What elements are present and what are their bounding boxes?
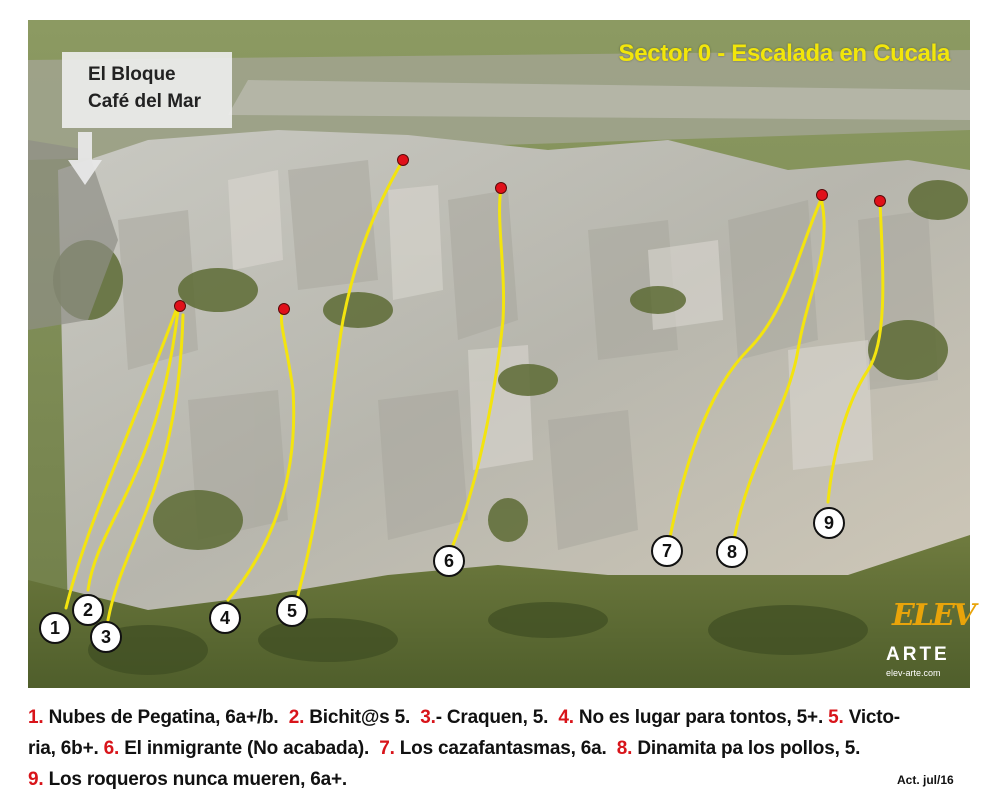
el-bloque-line2: Café del Mar <box>88 91 201 112</box>
route-marker-6: 6 <box>433 545 465 577</box>
anchor-6 <box>496 183 507 194</box>
elev-arte-logo <box>880 598 975 688</box>
el-bloque-line1: El Bloque <box>88 64 176 85</box>
el-bloque-label <box>62 52 232 128</box>
legend-item-2: 2. Bichit@s 5. <box>288 707 411 728</box>
legend-item-4: 4. No es lugar para tontos, 5+. <box>558 707 824 728</box>
anchor-5 <box>398 155 409 166</box>
legend-item-6: 6. El inmigrante (No acabada). <box>103 738 370 759</box>
update-date: Act. jul/16 <box>897 773 954 787</box>
route-legend <box>28 702 978 795</box>
route-marker-2: 2 <box>72 594 104 626</box>
route-marker-5: 5 <box>276 595 308 627</box>
route-marker-7: 7 <box>651 535 683 567</box>
legend-item-3: 3.- Craquen, 5. <box>420 707 549 728</box>
anchor-9 <box>875 196 886 207</box>
anchor-1-3 <box>175 301 186 312</box>
legend-item-1: 1. Nubes de Pegatina, 6a+/b. <box>28 707 279 728</box>
route-marker-8: 8 <box>716 536 748 568</box>
anchor-4 <box>279 304 290 315</box>
logo-url: elev-arte.com <box>886 668 941 678</box>
sector-title: Sector 0 - Escalada en Cucala <box>618 40 950 67</box>
route-marker-4: 4 <box>209 602 241 634</box>
legend-item-8: 8. Dinamita pa los pollos, 5. <box>616 738 861 759</box>
route-marker-9: 9 <box>813 507 845 539</box>
logo-arte: ARTE <box>886 644 950 665</box>
legend-item-5: 5. Victo- ria, 6b+. <box>28 707 900 759</box>
route-marker-3: 3 <box>90 621 122 653</box>
route-marker-1: 1 <box>39 612 71 644</box>
legend-item-9: 9. Los roqueros nunca mueren, 6a+. <box>28 769 347 790</box>
logo-mark: ELEV <box>892 598 975 633</box>
legend-item-7: 7. Los cazafantasmas, 6a. <box>379 738 607 759</box>
anchor-7-8 <box>817 190 828 201</box>
